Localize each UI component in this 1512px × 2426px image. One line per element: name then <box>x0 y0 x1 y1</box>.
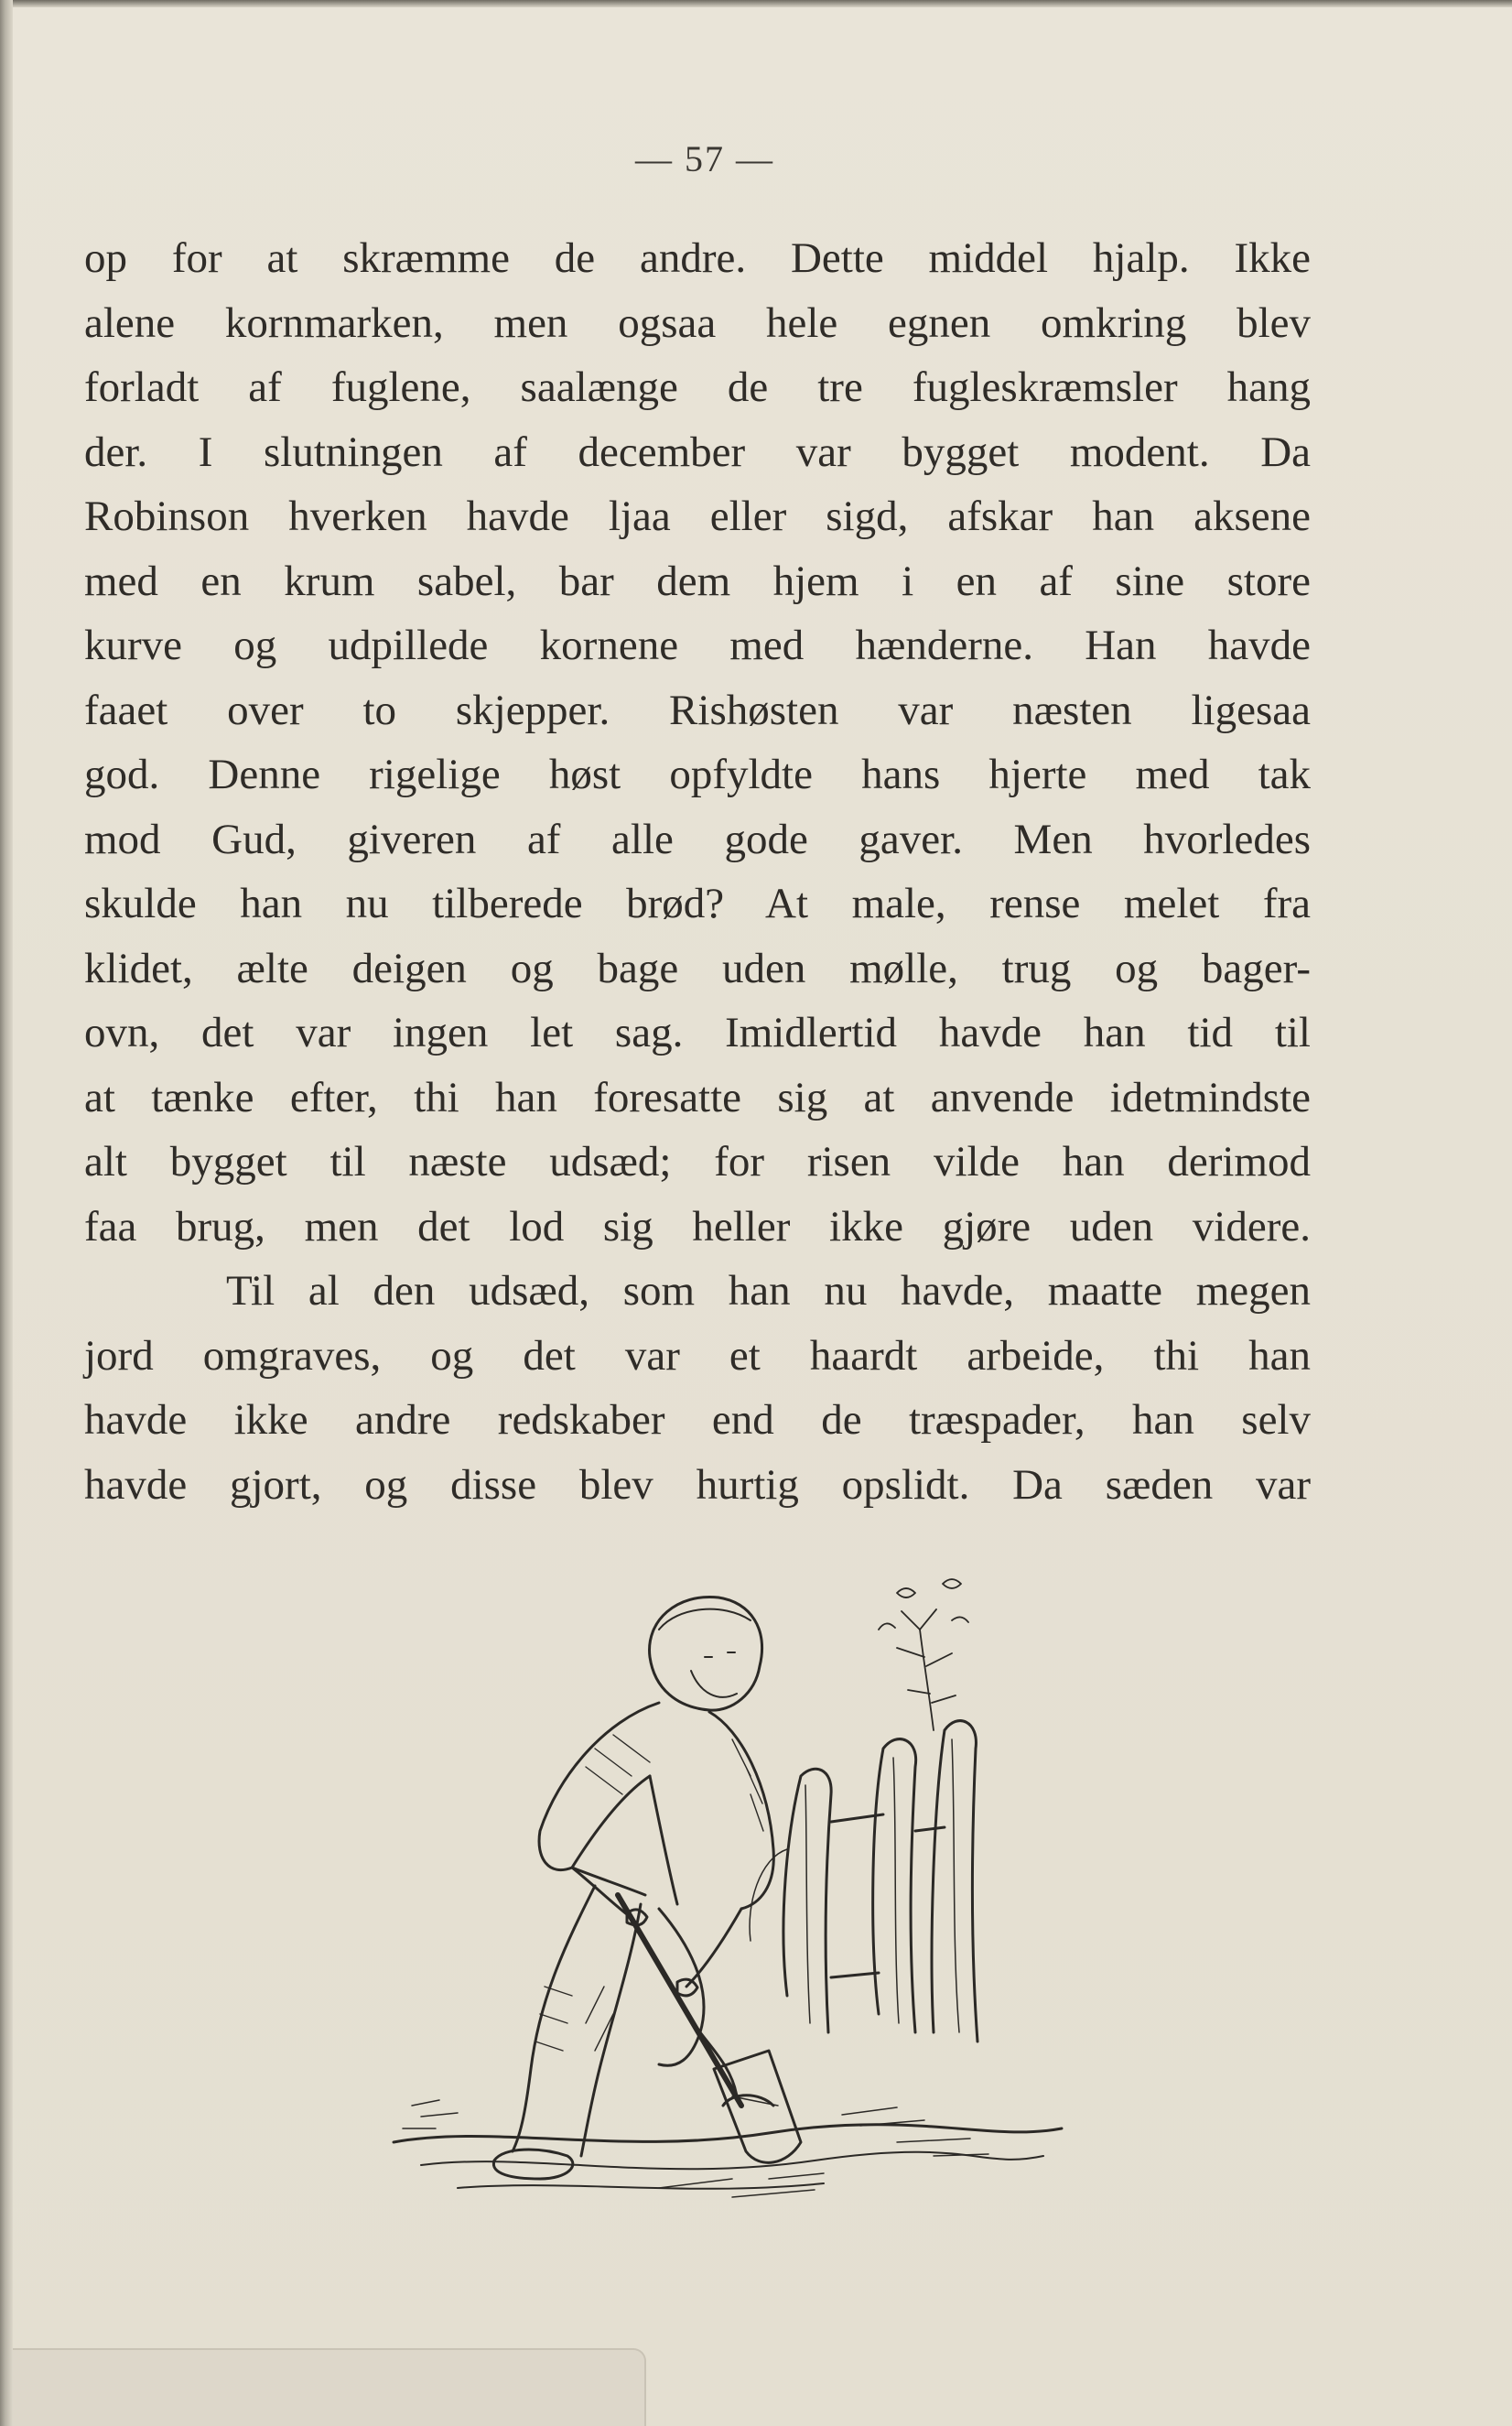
body-text <box>84 226 1329 1517</box>
text-line: faaet over to skjepper. Rishøsten var næsten ligesaa <box>84 686 1311 734</box>
text-line: op for at skræmme de andre. Dette middel hjalp. Ikke <box>84 234 1311 282</box>
text-line: jord omgraves, og det var et haardt arbeide, thi han <box>84 1331 1311 1380</box>
text-line: der. I slutningen af december var bygget modent. Da <box>84 428 1311 476</box>
text-line: kurve og udpillede kornene med hænderne. Han havde <box>84 622 1311 669</box>
text-line: mod Gud, giveren af alle gode gaver. Men hvorledes <box>84 815 1311 863</box>
text-line: skulde han nu tilberede brød? At male, rense melet fra <box>84 880 1311 927</box>
text-line: faa brug, men det lod sig heller ikke gjøre uden videre. <box>84 1202 1311 1251</box>
text-line: alt bygget til næste udsæd; for risen vilde han derimod <box>84 1138 1311 1186</box>
text-line: klidet, ælte deigen og bage uden mølle, trug og bager- <box>84 944 1311 992</box>
text-line: alene kornmarken, men ogsaa hele egnen omkring blev <box>84 298 1311 347</box>
page-bottom-tab <box>13 2348 646 2426</box>
page-spine-edge <box>0 0 13 2426</box>
text-line: havde gjort, og disse blev hurtig opslidt. Da sæden var <box>84 1460 1311 1509</box>
text-line: god. Denne rigelige høst opfyldte hans hjerte med tak <box>84 751 1311 798</box>
text-line: havde ikke andre redskaber end de træspader, han selv <box>84 1396 1311 1444</box>
text-line: med en krum sabel, bar dem hjem i en af sine store <box>84 557 1311 605</box>
page-top-edge <box>0 0 1512 7</box>
man-digging-with-spade-icon <box>384 1556 1080 2215</box>
page-number: — 57 — <box>635 138 774 179</box>
text-line: Robinson hverken havde ljaa eller sigd, afskar han aksene <box>84 493 1311 540</box>
text-line: at tænke efter, thi han foresatte sig at anvende idetmindste <box>84 1073 1311 1121</box>
text-line: ovn, det var ingen let sag. Imidlertid havde han tid til <box>84 1009 1311 1056</box>
text-line: forladt af fuglene, saalænge de tre fugleskræmsler hang <box>84 363 1311 411</box>
text-line-paragraph-start: Til al den udsæd, som han nu havde, maatte megen <box>226 1267 1311 1315</box>
